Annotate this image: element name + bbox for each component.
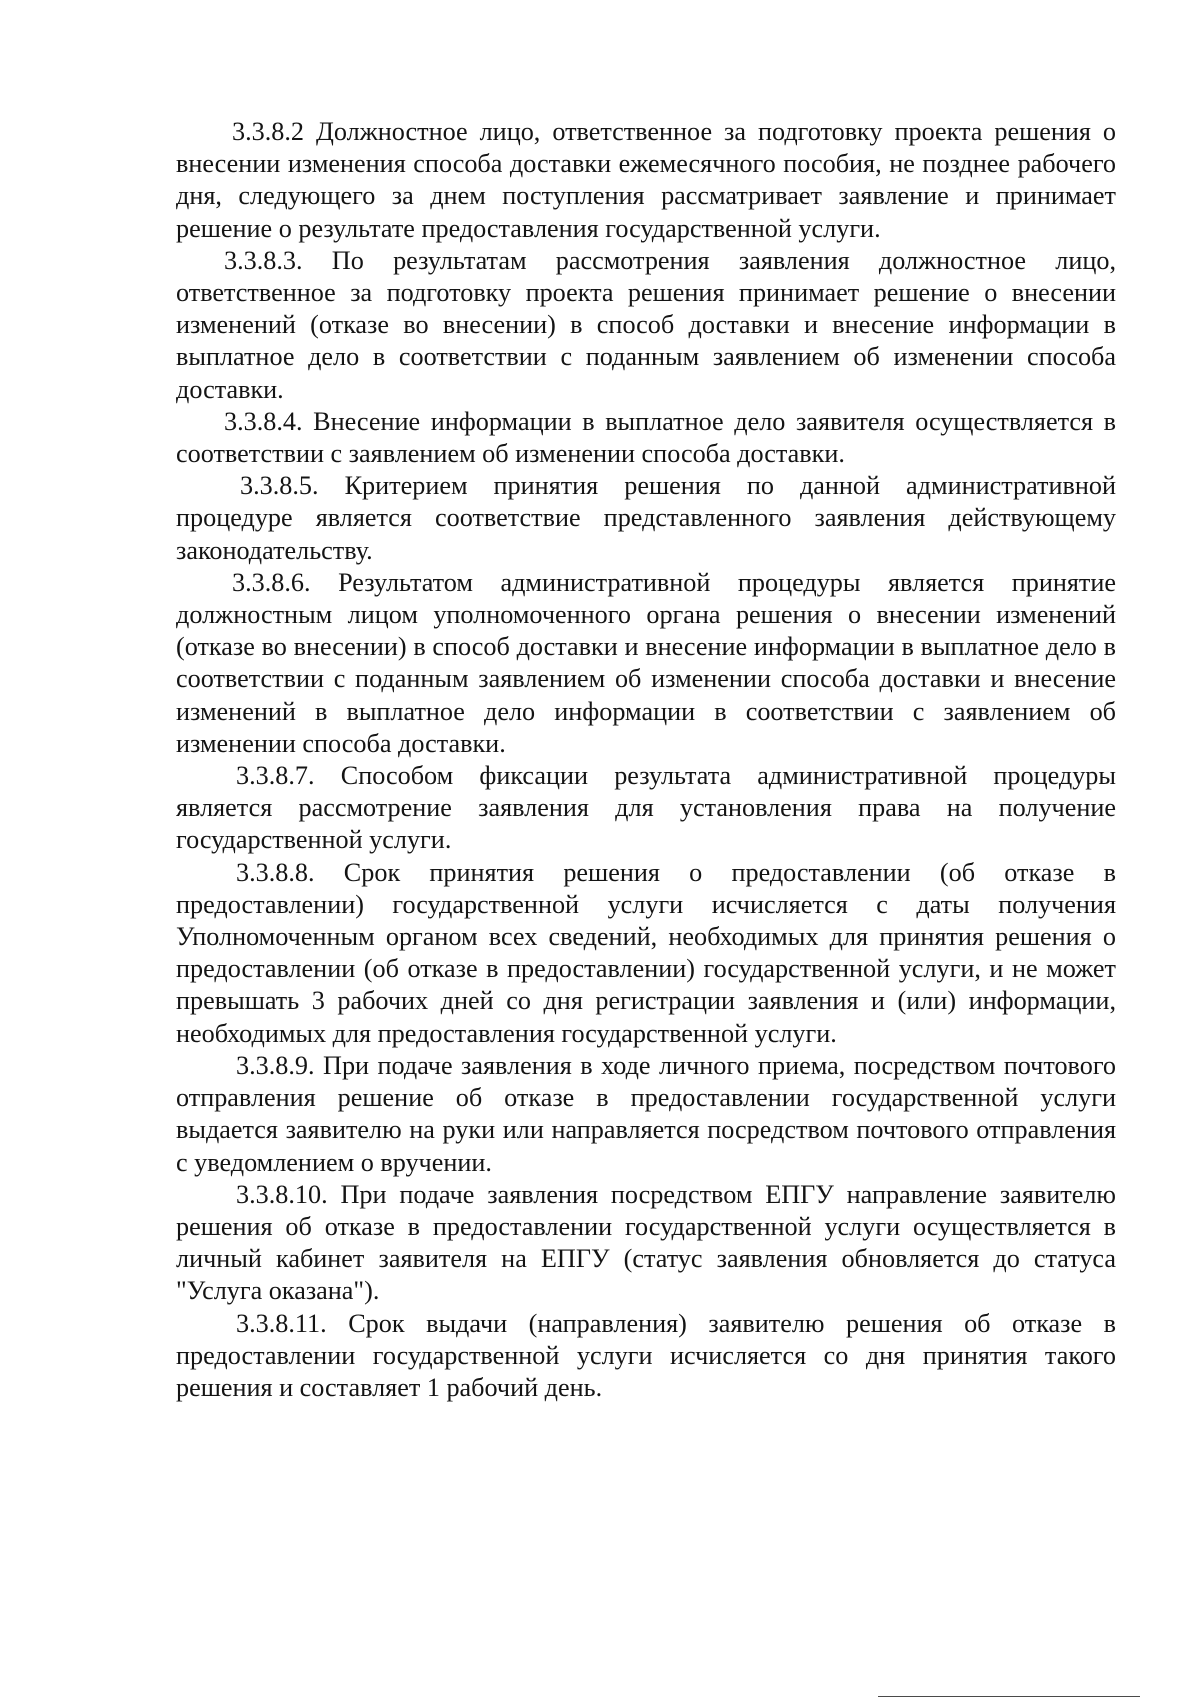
paragraph-3-3-8-4: 3.3.8.4. Внесение информации в выплатное дело заявителя осуществляется в соответствии с заявлением об изменении способа доставки. (176, 406, 1116, 469)
paragraph-3-3-8-5: 3.3.8.5. Критерием принятия решения по данной административной процедуре является соответствие представленного заявления действующему законодательству. (176, 471, 1116, 565)
document-body (176, 116, 1116, 1404)
paragraph-3-3-8-3: 3.3.8.3. По результатам рассмотрения заявления должностное лицо, ответственное за подготовку проекта решения принимает решение о внесении изменений (отказе во внесении) в способ доставки и внесение информации в выплатное дело в соответствии с поданным заявлением об изменении способа доставки. (176, 245, 1116, 404)
footer-divider (878, 1696, 1140, 1697)
paragraph-3-3-8-8: 3.3.8.8. Срок принятия решения о предоставлении (об отказе в предоставлении) государственной услуги исчисляется с даты получения Уполномоченным органом всех сведений, необходимых для принятия решения о предоставлении (об отказе в предоставлении) государственной услуги, и не может превышать 3 рабочих дней со дня регистрации заявления и (или) информации, необходимых для предоставления государственной услуги. (176, 857, 1116, 1048)
paragraph-3-3-8-9: 3.3.8.9. При подаче заявления в ходе личного приема, посредством почтового отправления решение об отказе в предоставлении государственной услуги выдается заявителю на руки или направляется посредством почтового отправления с уведомлением о вручении. (176, 1050, 1116, 1177)
paragraph-3-3-8-10: 3.3.8.10. При подаче заявления посредством ЕПГУ направление заявителю решения об отказе в предоставлении государственной услуги осуществляется в личный кабинет заявителя на ЕПГУ (статус заявления обновляется до статуса "Услуга оказана"). (176, 1179, 1116, 1306)
paragraph-3-3-8-2: 3.3.8.2 Должностное лицо, ответственное за подготовку проекта решения о внесении изменения способа доставки ежемесячного пособия, не позднее рабочего дня, следующего за днем поступления рассматривает заявление и принимает решение о результате предоставления государственной услуги. (176, 117, 1116, 243)
paragraph-3-3-8-6: 3.3.8.6. Результатом административной процедуры является принятие должностным лицом уполномоченного органа решения о внесении изменений (отказе во внесении) в способ доставки и внесение информации в выплатное дело в соответствии с поданным заявлением об изменении способа доставки и внесение изменений в выплатное дело информации в соответствии с заявлением об изменении способа доставки. (176, 567, 1116, 758)
paragraph-3-3-8-7: 3.3.8.7. Способом фиксации результата административной процедуры является рассмотрение заявления для установления права на получение государственной услуги. (176, 761, 1116, 855)
paragraph-3-3-8-11: 3.3.8.11. Срок выдачи (направления) заявителю решения об отказе в предоставлении государственной услуги исчисляется со дня принятия такого решения и составляет 1 рабочий день. (176, 1308, 1116, 1402)
